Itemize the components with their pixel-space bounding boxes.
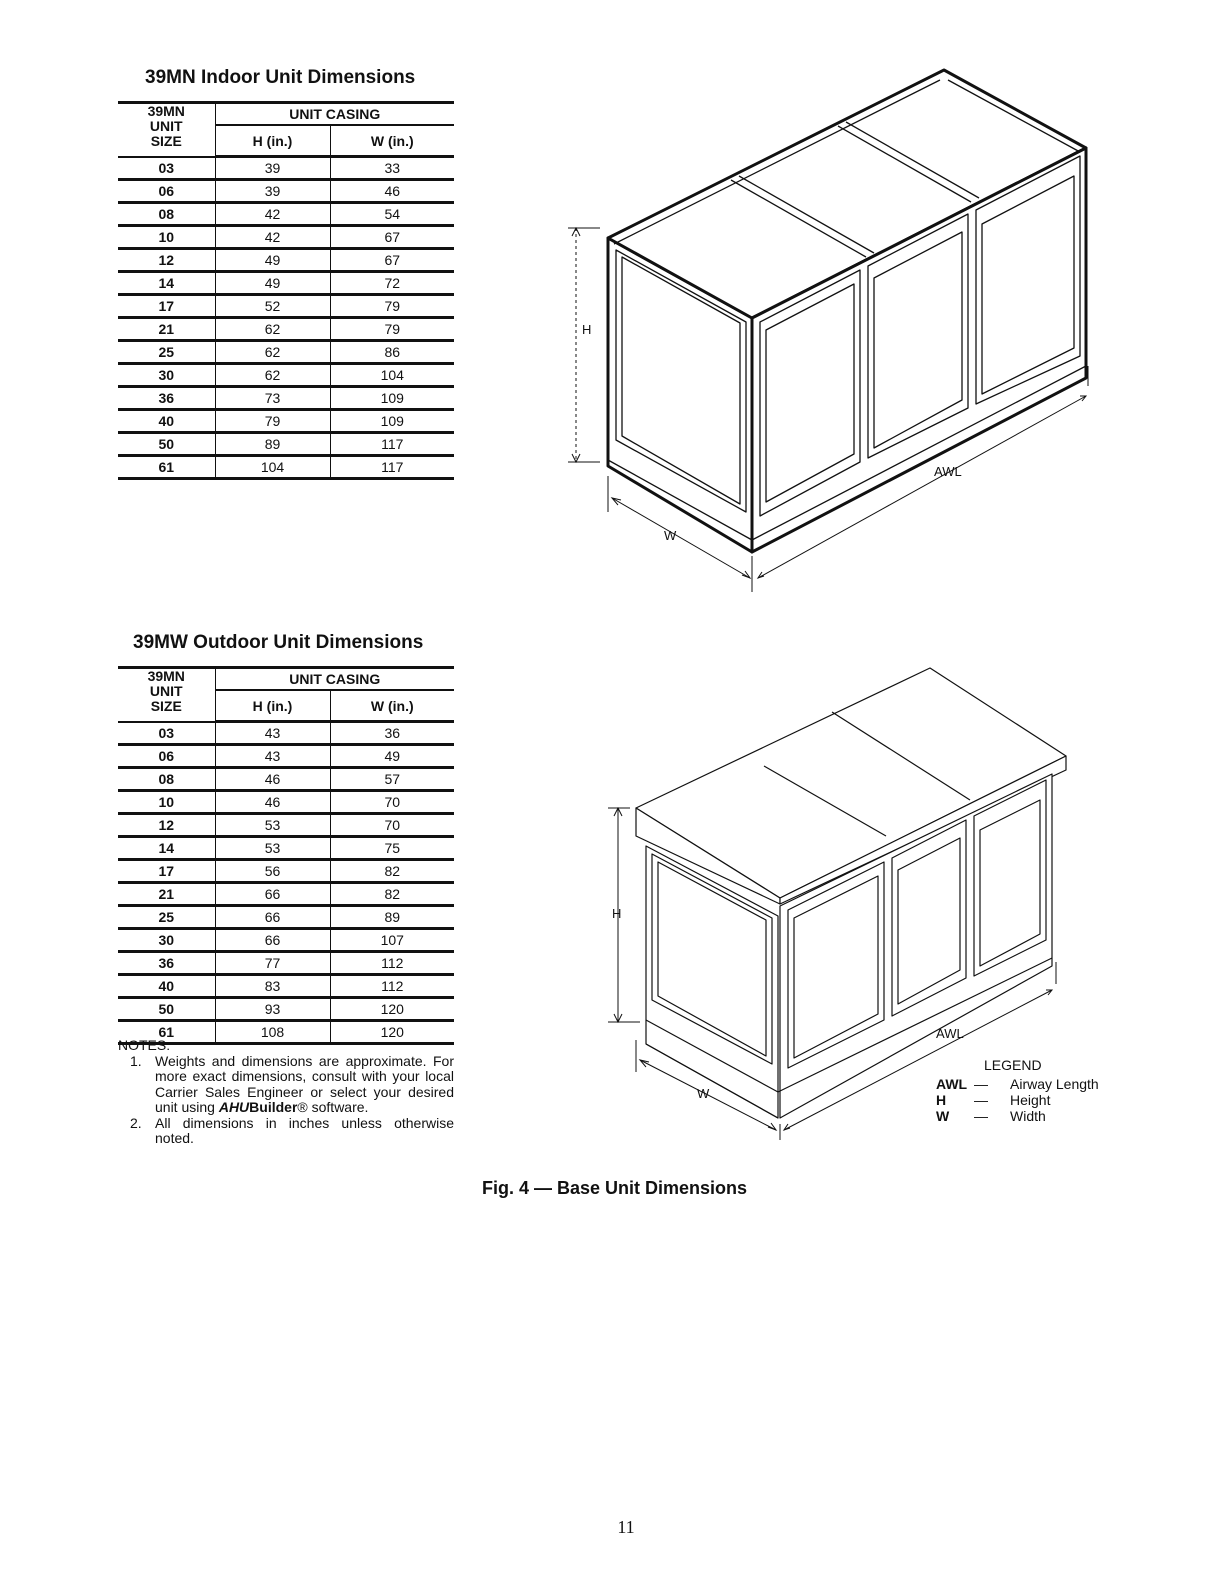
notes-block	[118, 1038, 454, 1147]
legend-item: H — Height	[936, 1092, 1051, 1108]
figure-caption: Fig. 4 — Base Unit Dimensions	[482, 1178, 748, 1198]
indoor-unit-drawing	[560, 60, 1100, 605]
table-row: 25 62 86	[118, 341, 454, 364]
w-column-header: W (in.)	[330, 125, 454, 157]
table-row: 30 66 107	[118, 929, 454, 952]
table-row: 12 49 67	[118, 249, 454, 272]
unit-casing-header: UNIT CASING	[215, 103, 454, 126]
table-row: 36 73 109	[118, 387, 454, 410]
size-column-header: 39MN UNIT SIZE	[118, 103, 215, 157]
page-number: 11	[617, 1517, 635, 1537]
table-row: 17 56 82	[118, 860, 454, 883]
table-row: 03 43 36	[118, 722, 454, 745]
table-row: 06 39 46	[118, 180, 454, 203]
notes-heading: NOTES:	[118, 1037, 171, 1053]
note-item: 1. Weights and dimensions are approximate. For more exact dimensions, consult with your local Carrier Sales Engineer or select your desired unit using AHUBuilder® software.	[130, 1052, 454, 1115]
ahubuilder-brand: AHUBuilder	[218, 1099, 298, 1115]
table-row: 40 83 112	[118, 975, 454, 998]
table-row: 40 79 109	[118, 410, 454, 433]
unit-casing-header: UNIT CASING	[215, 668, 454, 691]
dim-label-h: H	[582, 322, 592, 337]
table-row: 61 104 117	[118, 456, 454, 479]
table-row: 30 62 104	[118, 364, 454, 387]
dim-label-w: W	[664, 528, 677, 543]
dim-label-awl: AWL	[936, 1026, 964, 1041]
legend	[936, 1057, 1136, 1124]
table-row: 08 46 57	[118, 768, 454, 791]
size-column-header: 39MN UNIT SIZE	[118, 668, 215, 722]
indoor-table-title: 39MN Indoor Unit Dimensions	[145, 67, 416, 88]
table-row: 50 89 117	[118, 433, 454, 456]
table-row: 17 52 79	[118, 295, 454, 318]
table-row: 10 46 70	[118, 791, 454, 814]
table-row: 25 66 89	[118, 906, 454, 929]
dim-label-w: W	[697, 1086, 710, 1101]
h-column-header: H (in.)	[215, 125, 330, 157]
table-row: 50 93 120	[118, 998, 454, 1021]
dim-label-h: H	[612, 906, 622, 921]
table-row: 21 62 79	[118, 318, 454, 341]
legend-item: W — Width	[936, 1108, 1046, 1124]
outdoor-dimensions-table	[118, 666, 454, 1045]
table-row: 14 53 75	[118, 837, 454, 860]
indoor-dimensions-table	[118, 101, 454, 480]
table-row: 10 42 67	[118, 226, 454, 249]
h-column-header: H (in.)	[215, 690, 330, 722]
legend-item: AWL — Airway Length	[936, 1076, 1099, 1092]
outdoor-table-title: 39MW Outdoor Unit Dimensions	[133, 632, 424, 653]
table-row: 03 39 33	[118, 157, 454, 180]
w-column-header: W (in.)	[330, 690, 454, 722]
table-row: 12 53 70	[118, 814, 454, 837]
table-row: 61 108 120	[118, 1021, 454, 1044]
dim-label-awl: AWL	[934, 464, 962, 479]
table-row: 08 42 54	[118, 203, 454, 226]
legend-heading: LEGEND	[984, 1057, 1042, 1073]
table-row: 06 43 49	[118, 745, 454, 768]
table-row: 21 66 82	[118, 883, 454, 906]
table-row: 14 49 72	[118, 272, 454, 295]
note-item: 2. All dimensions in inches unless otherwise noted.	[130, 1114, 454, 1146]
table-row: 36 77 112	[118, 952, 454, 975]
